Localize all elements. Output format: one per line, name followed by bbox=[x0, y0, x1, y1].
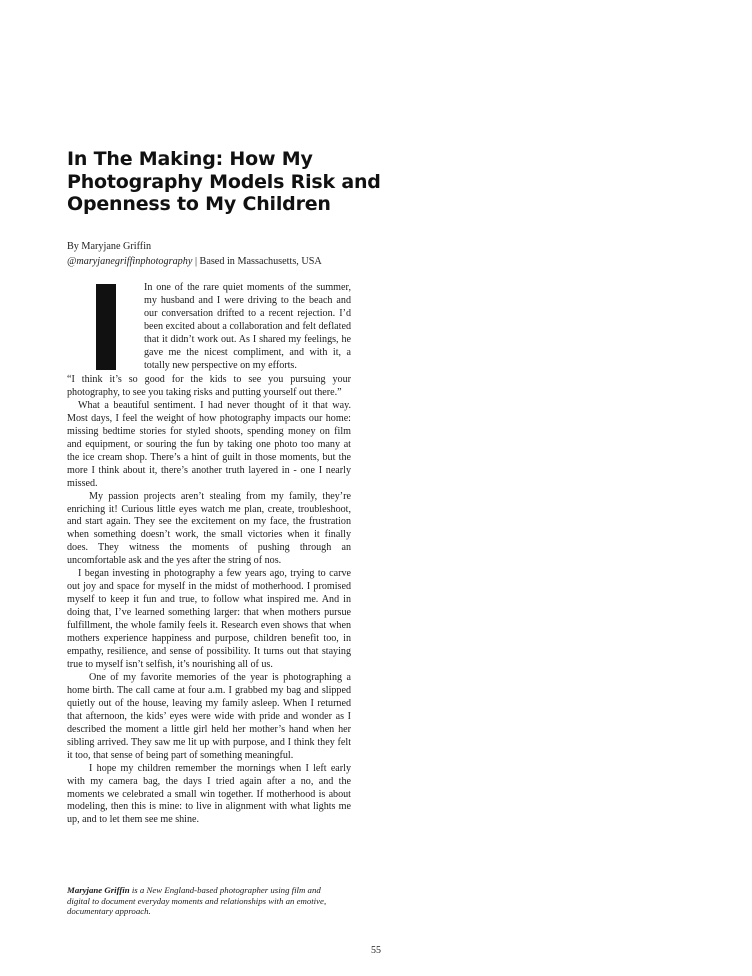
bio-author-name: Maryjane Griffin bbox=[67, 885, 130, 895]
author-bio bbox=[67, 885, 337, 917]
author-credit-line bbox=[67, 255, 467, 270]
author-handle: @maryjanegriffinphotography bbox=[67, 255, 193, 267]
page-number: 55 bbox=[371, 945, 381, 956]
article-body bbox=[67, 282, 351, 827]
paragraph-3: What a beautiful sentiment. I had never thought of it that way. Most days, I feel the weight of how photography impacts our home: missing bedtime stories for styled shoots, spending money on film and equipment, or souring the fun by taking one photo too many at the ice cream shop. There’s a hint of guilt in those moments, but the more I think about it, there’s another truth layered in - one I nearly missed. bbox=[67, 399, 351, 489]
paragraph-7: I hope my children remember the mornings when I left early with my camera bag, the days I tried again after a no, and the moments we celebrated a small win together. If motherhood is about modeling, then this is mine: to live in alignment with what lights me up, and to let them see me shine. bbox=[67, 762, 351, 826]
paragraph-5: I began investing in photography a few years ago, trying to carve out joy and space for myself in the midst of motherhood. I promised myself to keep it fun and true, to follow what inspired me. And in doing that, I’ve learned something larger: that when mothers pursue fulfillment, the whole family feels it. Research even shows that when mothers experience happiness and purpose, children benefit too, in empathy, resilience, and sense of possibility. It turns out that staying true to myself isn’t selfish, it’s nourishing all of us. bbox=[67, 568, 351, 670]
author-byline: By Maryjane Griffin bbox=[67, 241, 152, 252]
paragraph-1: In one of the rare quiet moments of the summer, my husband and I were driving to the beach and our conversation drifted to a recent rejection. I’d been excited about a collaboration and felt deflated that it didn’t work out. As I shared my feelings, he gave me the nicest compliment, and with it, a totally new perspective on my efforts. bbox=[144, 282, 351, 371]
bio-text: is a New England-based photographer using film and digital to document everyday moments and relationships with an emotive, documentary approach. bbox=[67, 885, 327, 917]
article-title: In The Making: How My Photography Models Risk and Openness to My Children bbox=[67, 148, 381, 215]
paragraph-4: My passion projects aren’t stealing from my family, they’re enriching it! Curious little eyes watch me plan, create, troubleshoot, and start again. They see the excitement on my face, the frustration when something doesn’t work, the small victories when it finally does. They witness the moments of pushing through an uncomfortable ask and the yes after the string of nos. bbox=[67, 490, 351, 567]
author-location: | Based in Massachusetts, USA bbox=[192, 255, 322, 267]
paragraph-6: One of my favorite memories of the year is photographing a home birth. The call came at four a.m. I grabbed my bag and slipped quietly out of the house, leaving my family asleep. When I returned that afternoon, the kids’ eyes were wide with pride and wonder as I described the moment a little girl held her mother’s hand when her sibling arrived. They saw me lit up with purpose, and I think they felt it too, that sense of being part of something meaningful. bbox=[67, 671, 351, 761]
byline-block bbox=[67, 240, 467, 269]
paragraph-2-quote: “I think it’s so good for the kids to see you pursuing your photography, to see you taking risks and putting yourself out there.” bbox=[67, 374, 351, 398]
drop-cap-bar bbox=[96, 284, 116, 370]
